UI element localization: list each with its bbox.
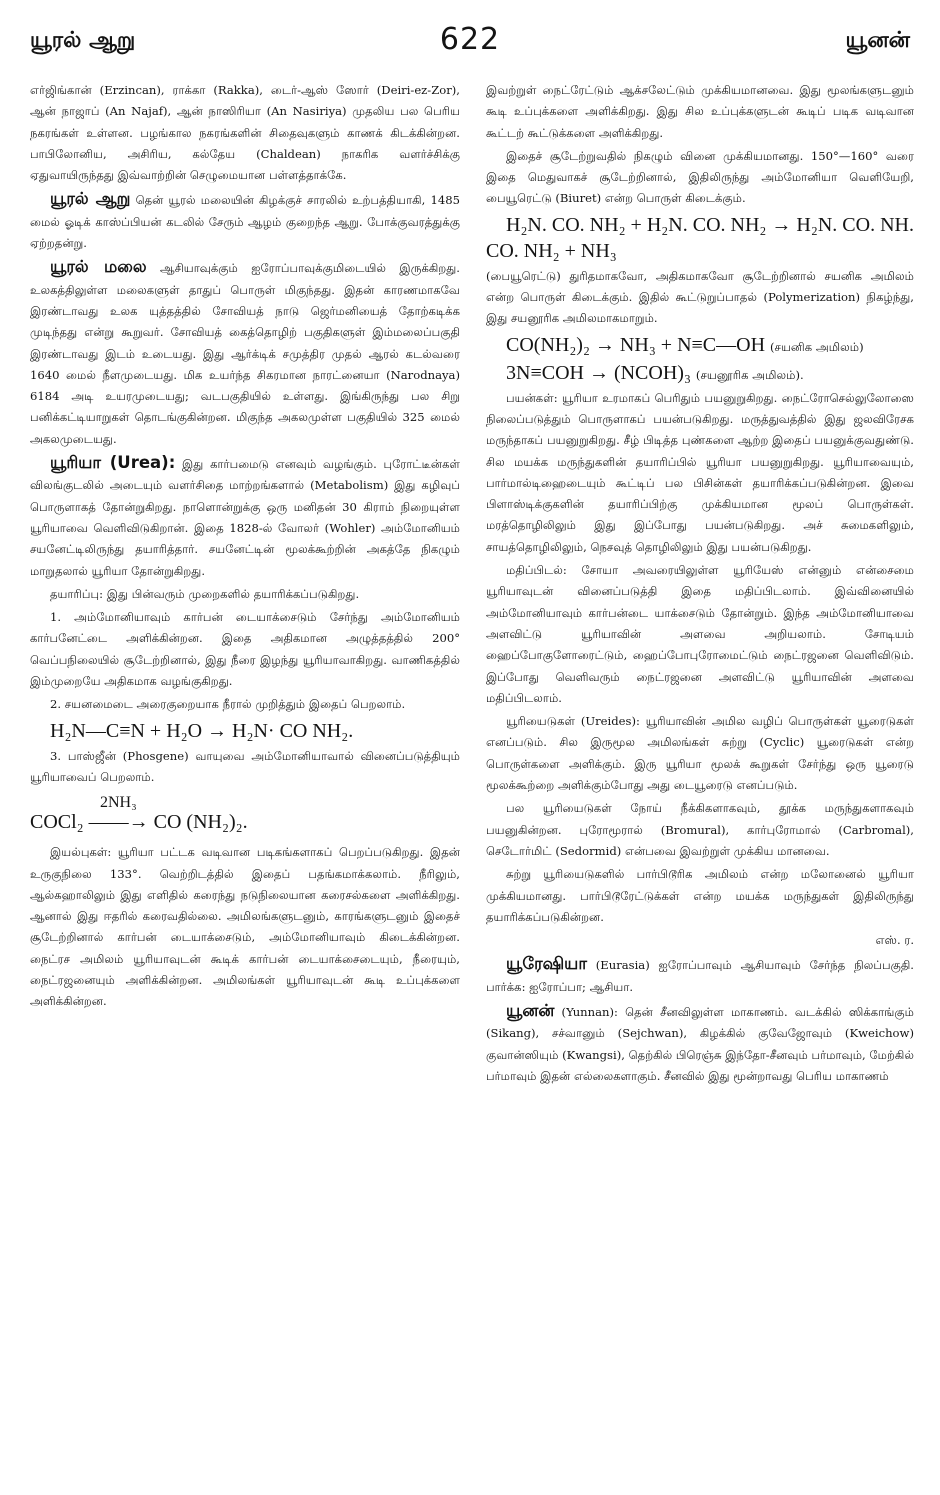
headword-urea: யூரியா (Urea):: [50, 453, 176, 473]
entry-ural-mountains: [30, 256, 460, 450]
urea-properties: இயல்புகள்: யூரியா பட்டக வடிவான படிகங்களாகப் பெறப்படுகிறது. இதன் உருகுநிலை 133°. வெற்றிடத்தில் இதைப் பதங்கமாக்கலாம். நீரிலும், ஆல்கஹாலிலும் இது எளிதில் கரைந்து நடுநிலையான கரைசல்களை அளிக்கிறது. ஆனால் இது ஈதரில் கரைவதில்லை. அமிலங்களுடனும், காரங்களுடனும் இதைச் சூடேற்றினால் கார்பன் டையாக்சைடும், அம்மோனியாவும் கிடைக்கின்றன. நைட்ரச அமிலம் யூரியாவுடன் கூடிக் கார்பன் டையாக்சைடையும், நீரையும், நைட்ரஜனையும் அளிக்கின்றன. அமிலங்கள் யூரியாவுடன் கூடி உப்புக்களை அளிக்கின்றன.: [30, 845, 460, 1009]
urea-preparation-method-1: 1. அம்மோனியாவும் கார்பன் டையாக்சைடும் சேர்ந்து அம்மோனியம் கார்பனேட்டை அளிக்கின்றன. இதை அதிகமான அழுத்தத்தில் 200° வெப்பநிலையில் சூடேற்றினால், இது நீரை இழந்து யூரியாவாகிறது. வாணிகத்தில் இம்முறையே அதிகமாக வழங்குகிறது.: [30, 610, 460, 689]
formula-biuret: H₂N. CO. NH₂ + H₂N. CO. NH₂ → H₂N. CO. NH. CO. NH₂ + NH₃: [486, 213, 914, 262]
headword-eurasia: யூரேஷியா: [506, 954, 587, 974]
entry-yunnan-text: (Yunnan): தென் சீனவிலுள்ள மாகாணம். வடக்கில் ஸிக்காங்கும் (Sikang), சச்வானும் (Sejchwan), கிழக்கில் குவேஜோவும் (Kweichow) குவான்ஸியும் (Kwangsi), தெற்கில் பிரெஞ்சு இந்தோ-சீனவும் பர்மாவும், மேற்கில் பர்மாவும் இதன் எல்லைகளாகும். சீனவில் இது மூன்றாவது பெரிய மாகாணம்: [486, 1004, 914, 1083]
urea-heating: இதைச் சூடேற்றுவதில் நிகழும் வினை முக்கியமானது. 150°—160° வரை இதை மெதுவாகச் சூடேற்றினால், இதிலிருந்து அம்மோனியா வெளியேறி, பையூரெட்டு (Biuret) என்ற பொருள் கிடைக்கும்.: [486, 148, 914, 206]
urea-assay: மதிப்பிடல்: சோயா அவரையிலுள்ள யூரியேஸ் என்னும் என்சைமை யூரியாவுடன் வினைப்படுத்தி இதை மதிப்பிடலாம். இவ்வினையில் அம்மோனியாவும் கார்பன்டை யாக்சைடும் தோன்றும். இந்த அம்மோனியாவை அளவிட்டு யூரியாவின் அளவை அறியலாம். சோடியம் ஹைப்போகுளோரைட்டும், ஹைப்போபுரோமைட்டும் நைட்ரஜனை வெளிவிடும். இப்போது வெளிவரும் நைட்ரஜனை அளவிட்டு யூரியாவின் அளவை மதிப்பிடலாம்.: [486, 563, 914, 705]
urea-preparation-intro: தயாரிப்பு: இது பின்வரும் முறைகளில் தயாரிக்கப்படுகிறது.: [50, 586, 360, 601]
urea-salts-continuation: இவற்றுள் நைட்ரேட்டும் ஆக்சலேட்டும் முக்கியமானவை. இது மூலங்களுடனும் கூடி உப்புக்களை அளிக்கிறது. இது சில உப்புக்களுடன் கூடிப் படிக வடிவான கூட்டற் கூட்டுக்களை அளிக்கிறது.: [486, 83, 914, 140]
page-number: 622: [439, 22, 501, 57]
running-head-right: யூனன்: [845, 28, 910, 53]
page-header: [30, 22, 910, 62]
formula-cyanic-acid-equation: CO(NH₂)₂ → NH₃ + N≡C—OH: [506, 333, 766, 356]
running-head-left: யூரல் ஆறு: [30, 28, 136, 53]
headword-ural-mountains: யூரல் மலை: [50, 257, 147, 277]
entry-ural-mountains-text: ஆசியாவுக்கும் ஐரோப்பாவுக்குமிடையில் இருக்கிறது. உலகத்திலுள்ள மலைகளுள் தாதுப் பொருள் மிகுந்தது. இதன் காரணமாகவே இரண்டாவது உலக யுத்தத்தில் சோவியத் நாடு ஜெர்மனியைத் தோற்கடிக்க முடிந்தது என்று கூறுவர். சோவியத் கைத்தொழிற் பகுதிகளுள் இம்மலைப்பகுதி இரண்டாவது இடம் உடையது. இது ஆர்க்டிக் சமுத்திர முதல் ஆரல் கடல்வரை 1640 மைல் நீளமுடையது. மிக உயர்ந்த சிகரமான நாரட்னையா (Narodnaya) 6184 அடி உயரமுடையது; வடபகுதியில் உள்ளது. இங்கிருந்து பல சிறு பனிக்கட்டியாறுகள் தொடங்குகின்றன. மிகுந்த அகலமுள்ள பகுதியில் 325 மைல் அகலமுடையது.: [30, 261, 460, 446]
formula-cyanic-acid: [486, 332, 914, 360]
entry-ural-river: [30, 188, 460, 254]
formula-cyanic-acid-note: (சயனிக அமிலம்): [770, 339, 864, 354]
entry-urea: [30, 452, 460, 582]
entry-ural-river-text: தென் யூரல் மலையின் கிழக்குச் சாரலில் உற்பத்தியாகி, 1485 மைல் ஓடிக் காஸ்ப்பியன் கடலில் சேரும் ஆழம் குறைந்த ஆறு. போக்குவரத்துக்கு ஏற்றதன்று.: [30, 193, 460, 251]
headword-ural-river: யூரல் ஆறு: [50, 189, 131, 209]
headword-yunnan: யூனன்: [506, 1000, 555, 1020]
urea-preparation-method-2: 2. சயனமைடை அரைகுறையாக நீரால் முறித்தும் இதைப் பெறலாம்.: [50, 697, 406, 712]
formula-cyanuric-acid: [486, 360, 914, 388]
paragraph-euphrates-continuation: எர்ஜிங்கான் (Erzincan), ராக்கா (Rakka), டைர்-ஆஸ் ஸோர் (Deiri-ez-Zor), ஆன் நாஜாப் (An Najaf), ஆன் நாஸிரியா (An Nasiriya) முதலிய பல பெரிய நகரங்கள் உள்ளன. பழங்கால நகரங்களின் சிதைவுகளும் காணக் கிடக்கின்றன. பாபிலோனிய, அசிரிய, கல்தேய (Chaldean) நாகரிக வளர்ச்சிக்கு ஏதுவாயிருந்தது இவ்வாற்றின் செழுமையான பள்ளத்தாக்கே.: [30, 83, 460, 183]
left-column: [30, 80, 460, 1485]
formula-phosgene-equation: COCl₂ ——→ CO (NH₂)₂.: [30, 811, 248, 834]
entry-yunnan: [486, 1000, 914, 1087]
urea-ureides-drugs: பல யூரியைடுகள் நோய் நீக்கிகளாகவும், தூக்க மருந்துகளாகவும் பயனுகின்றன. புரோமூரால் (Bromural), கார்புரோமால் (Carbromal), செடோர்மிட் (Sedormid) என்பவை இவற்றுள் முக்கிய மானவை.: [486, 801, 914, 858]
formula-cyanuric-acid-equation: 3N≡COH → (NCOH)₃: [506, 361, 691, 384]
entry-eurasia: [486, 953, 914, 998]
formula-phosgene: [30, 792, 460, 838]
formula-phosgene-reagent: 2NH₃: [100, 794, 137, 812]
entry-eurasia-text: (Eurasia) ஐரோப்பாவும் ஆசியாவும் சேர்ந்த நிலப்பகுதி. பார்க்க: ஐரோப்பா; ஆசியா.: [486, 958, 914, 994]
urea-uses: பயன்கள்: யூரியா உரமாகப் பெரிதும் பயனுறுகிறது. நைட்ரோசெல்லுலோஸை நிலைப்படுத்தும் பொருளாகப் பயன்படுகிறது. மருத்துவத்தில் இது ஜலவிரேசக மருந்தாகப் பயனுறுகிறது. சீழ் பிடித்த புண்களை ஆற்ற இதைப் பயனுக்குவதுண்டு. சில மயக்க மருந்துகளின் தயாரிப்பில் யூரியா பயனுறுகிறது. யூரியாவையும், பார்மால்டிஹைடையும் கூட்டிப் பல பிசின்கள் தயாரிக்கப்படுகின்றன. இவை பிளாஸ்டிக்குகளின் தயாரிப்பிற்கு முக்கியமான மூலப் பொருள்கள். மரத்தொழிலிலும் இது இப்போது பயன்படுகிறது. அச் சுமைகளிலும், சாயத்தொழிலிலும், நெசவுத் தொழிலிலும் இது பயன்படுகிறது.: [486, 390, 914, 554]
urea-ureides: யூரியைடுகள் (Ureides): யூரியாவின் அமில வழிப் பொருள்கள் யூரைடுகள் எனப்படும். சில இருமூல அமிலங்கள் சுற்று (Cyclic) யூரைடுகள் என்ற பொருள்களை அளிக்கும். இரு யூரியா மூலக் கூறுகள் சேர்ந்து ஒரு யூரைடு மூலக்கூற்றை அளிக்கும்போது அது டையூரைடு எனப்படும்.: [486, 714, 914, 793]
author-signature: எஸ். ர.: [875, 933, 914, 948]
urea-preparation-method-3: 3. பாஸ்ஜீன் (Phosgene) வாயுவை அம்மோனியாவால் வினைப்படுத்தியும் யூரியாவைப் பெறலாம்.: [30, 748, 460, 784]
entry-urea-text: இது கார்பமைடு எனவும் வழங்கும். புரோட்டீன்கள் விலங்குடலில் அடையும் வளர்சிதை மாற்றங்களால் (Metabolism) இது கழிவுப் பொருளாகத் தோன்றுகிறது. நாளொன்றுக்கு ஒரு மனிதன் 30 கிராம் நிறையுள்ள யூரியாவை வெளிவிடுகிறான். இதை 1828-ல் வோலர் (Wohler) அம்மோனியம் சயனேட்டிலிருந்து தயாரித்தார். சயனேட்டின் மூலக்கூற்றின் அகத்தே நிகழும் மாறுதலால் யூரியா தோன்றுகிறது.: [30, 457, 460, 578]
formula-cyanamide-hydrolysis: H₂N—C≡N + H₂O → H₂N· CO NH₂.: [50, 719, 354, 742]
formula-cyanuric-acid-note: (சயனூரிக அமிலம்).: [695, 367, 804, 382]
urea-ureides-barbiturates: சுற்று யூரியைடுகளில் பார்பிடூரிக அமிலம் என்ற மலோனைல் யூரியா முக்கியமானது. பார்பிடூரேட்டுக்கள் என்ற மயக்க மருந்துகள் இதிலிருந்து தயாரிக்கப்படுகின்றன.: [486, 867, 914, 924]
right-column: [486, 80, 914, 1485]
urea-biuret-text: (பையூரெட்டு) துரிதமாகவோ, அதிகமாகவோ சூடேற்றினால் சயனிக அமிலம் என்ற பொருள் கிடைக்கும். இதில் கூட்டுறுப்பாதல் (Polymerization) நிகழ்ந்து, இது சயனூரிக அமிலமாகமாறும்.: [486, 268, 914, 326]
